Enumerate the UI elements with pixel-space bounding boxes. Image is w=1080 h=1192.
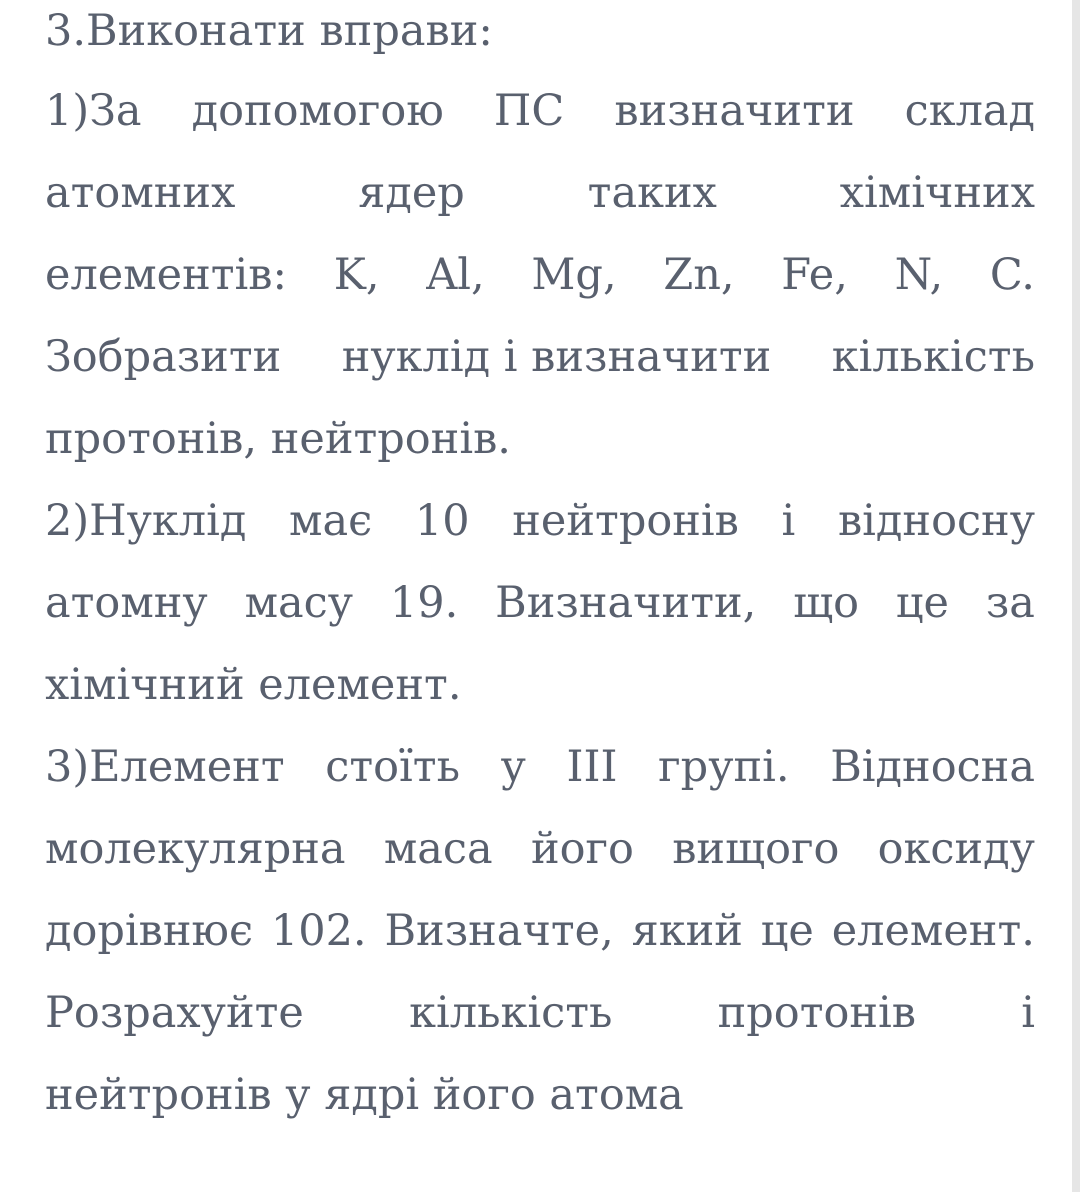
text-word: ПС bbox=[493, 86, 565, 136]
text-word: нейтронів bbox=[512, 496, 739, 546]
text-word: K, bbox=[333, 250, 380, 300]
text-word: і bbox=[781, 496, 796, 546]
text-word: 10 bbox=[414, 496, 470, 546]
text-word: N, bbox=[894, 250, 944, 300]
exercise-heading: 3.Виконати вправи: bbox=[45, 6, 493, 56]
text-word: дорівнює bbox=[45, 906, 254, 956]
text-word: його bbox=[530, 824, 634, 874]
text-word: ядер bbox=[358, 168, 465, 218]
text-word: 1)За bbox=[45, 86, 142, 136]
text-line bbox=[45, 890, 1035, 972]
text-line bbox=[45, 562, 1035, 644]
text-word: що bbox=[793, 578, 860, 628]
text-line bbox=[45, 726, 1035, 808]
text-word: 3)Елемент bbox=[45, 742, 285, 792]
text-word: таких bbox=[587, 168, 717, 218]
text-word: Al, bbox=[426, 250, 485, 300]
text-line bbox=[45, 70, 1035, 152]
text-word: кількість bbox=[831, 332, 1035, 382]
text-word: III bbox=[566, 742, 618, 792]
text-word: молекулярна bbox=[45, 824, 346, 874]
text-word: і bbox=[1021, 988, 1035, 1038]
text-word: елементів: bbox=[45, 250, 288, 300]
text-word: атомну bbox=[45, 578, 208, 628]
text-word: вищого bbox=[672, 824, 840, 874]
text-word: Розрахуйте bbox=[45, 988, 304, 1038]
text-word: відносну bbox=[837, 496, 1035, 546]
text-word: кількість bbox=[409, 988, 613, 1038]
text-word: Зобразити bbox=[45, 332, 282, 382]
text-word: 102. bbox=[270, 906, 367, 956]
text-word: Mg, bbox=[531, 250, 617, 300]
text-word: атомних bbox=[45, 168, 236, 218]
text-word: 19. bbox=[389, 578, 459, 628]
text-word: це bbox=[760, 906, 814, 956]
text-line bbox=[45, 152, 1035, 234]
text-line bbox=[45, 480, 1035, 562]
text-word: масу bbox=[244, 578, 354, 628]
text-word: у bbox=[500, 742, 526, 792]
exercise-body bbox=[45, 70, 1035, 1136]
text-word: протонів bbox=[717, 988, 916, 1038]
text-word: групі. bbox=[658, 742, 790, 792]
text-word: стоїть bbox=[325, 742, 460, 792]
text-word: Zn, bbox=[663, 250, 735, 300]
page-edge bbox=[1072, 0, 1080, 1192]
text-word: хімічних bbox=[839, 168, 1035, 218]
text-word: допомогою bbox=[191, 86, 444, 136]
text-word: Визначити, bbox=[495, 578, 757, 628]
text-word: маса bbox=[383, 824, 493, 874]
text-word: це bbox=[895, 578, 950, 628]
text-word: визначити bbox=[614, 86, 855, 136]
exercise-text bbox=[45, 0, 1035, 1136]
text-line bbox=[45, 234, 1035, 316]
text-word: C. bbox=[989, 250, 1035, 300]
text-word: Визначте, bbox=[384, 906, 614, 956]
text-line bbox=[45, 972, 1035, 1054]
text-word: 2)Нуклід bbox=[45, 496, 247, 546]
text-word: елемент. bbox=[831, 906, 1035, 956]
text-line bbox=[45, 808, 1035, 890]
text-line: нейтронів у ядрі його атома bbox=[45, 1070, 684, 1120]
text-word: склад bbox=[904, 86, 1035, 136]
text-word: за bbox=[985, 578, 1035, 628]
text-line: протонів, нейтронів. bbox=[45, 414, 511, 464]
text-word: нуклід і визначити bbox=[341, 332, 772, 382]
text-word: має bbox=[289, 496, 373, 546]
text-word: який bbox=[631, 906, 743, 956]
text-word: Відносна bbox=[830, 742, 1035, 792]
text-word: оксиду bbox=[877, 824, 1035, 874]
text-line bbox=[45, 316, 1035, 398]
text-line: хімічний елемент. bbox=[45, 660, 462, 710]
text-word: Fe, bbox=[781, 250, 848, 300]
